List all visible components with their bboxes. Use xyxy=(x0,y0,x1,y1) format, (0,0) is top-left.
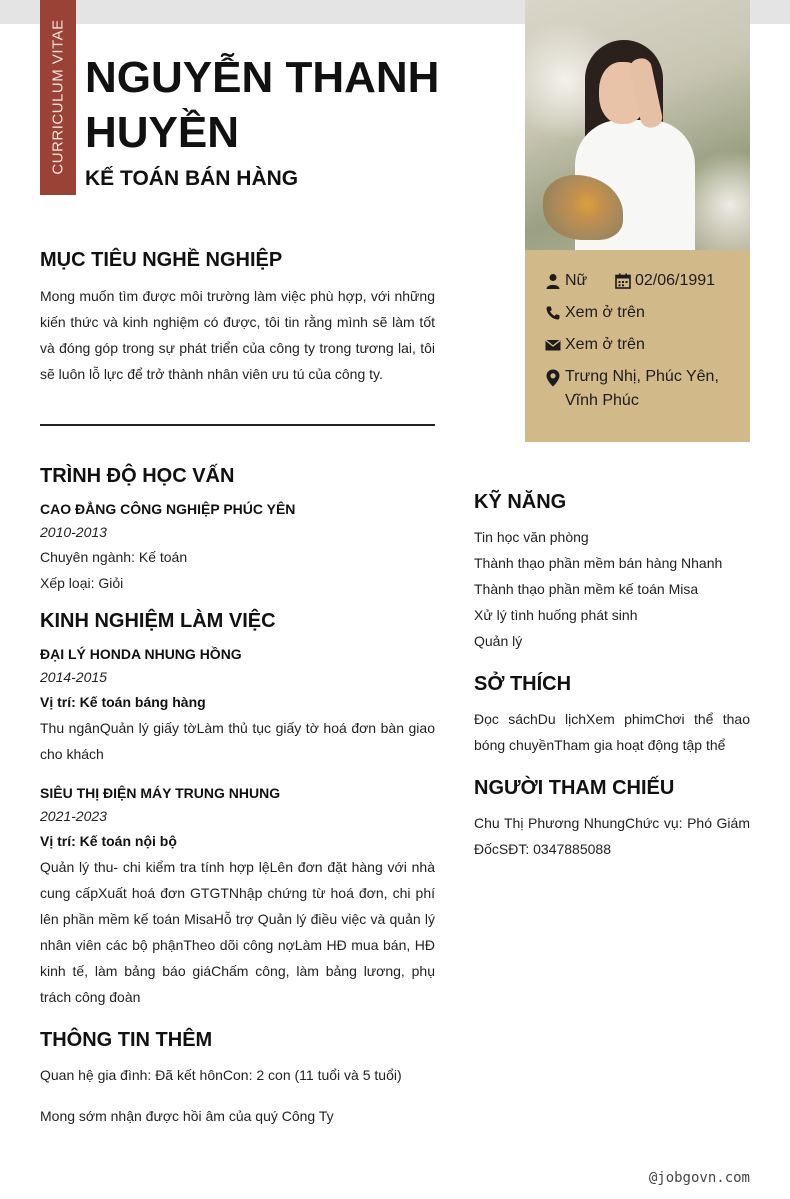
calendar-icon xyxy=(615,273,631,289)
envelope-icon xyxy=(545,337,561,353)
experience-heading: KINH NGHIỆM LÀM VIỆC xyxy=(40,610,276,632)
references-heading: NGƯỜI THAM CHIẾU xyxy=(474,777,675,799)
extra-info-heading: THÔNG TIN THÊM xyxy=(40,1029,213,1051)
skill-item: Xử lý tình huống phát sinh xyxy=(474,607,638,623)
education-period: 2010-2013 xyxy=(40,524,107,540)
gender-row xyxy=(545,269,587,293)
skill-item: Quản lý xyxy=(474,633,523,649)
objective-text: Mong muốn tìm được môi trường làm việc phù hợp, với những kiến thức và kinh nghiệm có được, tôi tin rằng mình sẽ làm tốt và đóng góp trong sự phát triển của công ty trong tương lai, tôi sẽ luôn lỗ lực để trở thành nhân viên ưu tú của công ty. xyxy=(40,288,435,382)
education-heading: TRÌNH ĐỘ HỌC VẤN xyxy=(40,465,235,487)
job-description: Quản lý thu- chi kiểm tra tính hợp lệLên đơn đặt hàng với nhà cung cấpXuất hoá đơn GTGTNhập chứng từ hoá đơn, chi phí lên phần mềm kế toán MisaHỗ trợ Quản lý điều việc và quản lý nhân viên các bộ phậnTheo dõi công nợLàm HĐ mua bán, HĐ kinh tế, làm bảng báo giáChấm công, làm bảng lương, phụ trách công đoàn xyxy=(40,859,435,1005)
job-description: Thu ngânQuản lý giấy tờLàm thủ tục giấy tờ hoá đơn bàn giao cho khách xyxy=(40,720,435,762)
location-pin-icon xyxy=(545,369,561,387)
hobbies-heading: SỞ THÍCH xyxy=(474,673,572,695)
cv-tag-label: CURRICULUM VITAE xyxy=(49,19,67,175)
profile-photo xyxy=(525,0,750,250)
skills-heading: KỸ NĂNG xyxy=(474,491,567,513)
job-period: 2014-2015 xyxy=(40,669,107,685)
job-title: KẾ TOÁN BÁN HÀNG xyxy=(85,167,299,190)
cv-vertical-tag xyxy=(40,0,76,195)
dob-row xyxy=(615,269,715,293)
job-period: 2021-2023 xyxy=(40,808,107,824)
site-watermark: @jobgovn.com xyxy=(648,1170,750,1186)
extra-info-line: Mong sớm nhận được hồi âm của quý Công Ty xyxy=(40,1108,334,1124)
phone-icon xyxy=(545,305,561,321)
contact-info-box xyxy=(525,250,750,442)
candidate-name: NGUYỄN THANH HUYỀN xyxy=(85,53,440,157)
job-position: Vị trí: Kế toán nội bộ xyxy=(40,833,177,849)
phone-value: Xem ở trên xyxy=(565,304,645,321)
skill-item: Thành thạo phần mềm bán hàng Nhanh xyxy=(474,555,723,571)
dob-value: 02/06/1991 xyxy=(635,272,716,289)
section-divider xyxy=(40,424,435,426)
job-position: Vị trí: Kế toán báng hàng xyxy=(40,694,206,710)
references-text: Chu Thị Phương NhungChức vụ: Phó Giám ĐốcSĐT: 0347885088 xyxy=(474,815,750,857)
education-grade: Xếp loại: Giỏi xyxy=(40,575,124,591)
job-company: ĐẠI LÝ HONDA NHUNG HỒNG xyxy=(40,646,242,662)
objective-heading: MỤC TIÊU NGHỀ NGHIỆP xyxy=(40,249,283,271)
skill-item: Tin học văn phòng xyxy=(474,529,589,545)
extra-info-line: Quan hệ gia đình: Đã kết hônCon: 2 con (11 tuổi và 5 tuổi) xyxy=(40,1067,402,1083)
education-major: Chuyên ngành: Kế toán xyxy=(40,549,188,565)
job-company: SIÊU THỊ ĐIỆN MÁY TRUNG NHUNG xyxy=(40,785,281,801)
email-value: Xem ở trên xyxy=(565,336,645,353)
hobbies-text: Đọc sáchDu lịchXem phimChơi thể thao bóng chuyềnTham gia hoạt động tập thể xyxy=(474,711,750,753)
address-row xyxy=(545,365,735,413)
gender-value: Nữ xyxy=(565,272,588,289)
phone-row xyxy=(545,301,645,325)
education-school: CAO ĐẲNG CÔNG NGHIỆP PHÚC YÊN xyxy=(40,501,296,517)
person-icon xyxy=(545,273,561,289)
skill-item: Thành thạo phần mềm kế toán Misa xyxy=(474,581,699,597)
address-value: Trưng Nhị, Phúc Yên, Vĩnh Phúc xyxy=(565,368,719,409)
email-row xyxy=(545,333,645,357)
